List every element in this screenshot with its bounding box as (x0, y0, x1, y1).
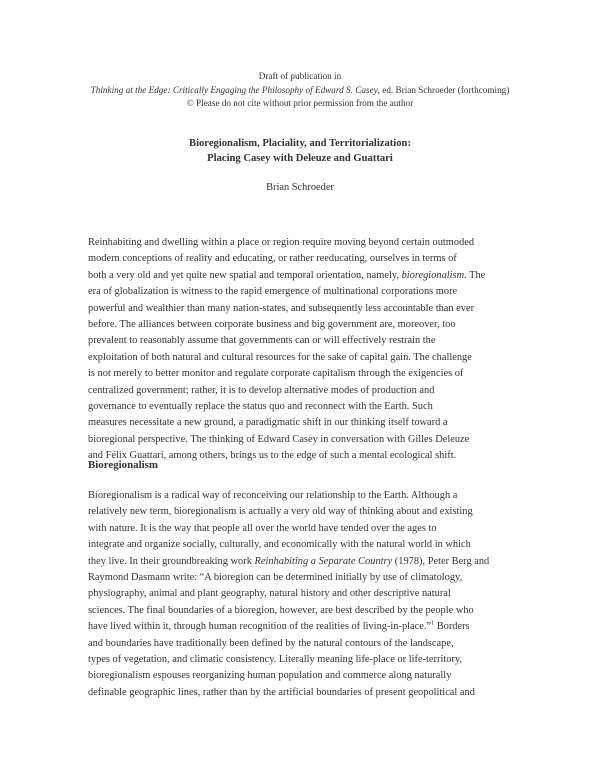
text-line: is not merely to better monitor and regulate corporate capitalism through the exigencies of (88, 368, 464, 380)
text-line: prevalent to reasonably assume that governments can or will effectively restrain the (88, 335, 436, 347)
text-line: definable geographic lines, rather than by the artificial boundaries of present geopolitical and (88, 686, 475, 698)
text-line: relatively new term, bioregionalism is actually a very old way of thinking about and existing (88, 506, 473, 518)
text-line: and Félix Guattari, among others, brings us to the edge of such a mental ecological shift. (88, 450, 457, 462)
text-line: with nature. It is the way that people all over the world have tended over the ages to (88, 522, 437, 534)
text-line: measures necessitate a new ground, a paradigmatic shift in our thinking itself toward a (88, 417, 448, 429)
draft-notice (0, 70, 600, 111)
text-line: before. The alliances between corporate business and big government are, moreover, too (88, 319, 456, 331)
paragraph-bioregionalism (88, 488, 520, 701)
text-line: types of vegetation, and climatic consistency. Literally meaning life-place or life-territory, (88, 654, 463, 666)
text-line: they live. In their groundbreaking work Reinhabiting a Separate Country (1978), Peter Berg and (88, 555, 490, 567)
text-line: governance to eventually replace the status quo and reconnect with the Earth. Such (88, 401, 433, 413)
text-line: powerful and wealthier than many nation-states, and subsequently less accountable than ever (88, 302, 475, 314)
copyright-line: © Please do not cite without prior permission from the author (186, 98, 414, 108)
text-line: and boundaries have traditionally been defined by the natural contours of the landscape, (88, 637, 454, 649)
text-line: centralized government; rather, it is to develop alternative modes of production and (88, 384, 435, 396)
text-line: integrate and organize socially, culturally, and economically with the natural world in which (88, 539, 471, 551)
section-heading: Bioregionalism (88, 459, 158, 471)
book-title: Thinking at the Edge: Critically Engaging the Philosophy of Edward S. Casey (90, 84, 378, 95)
text-line: Reinhabiting and dwelling within a place or region require moving beyond certain outmoded (88, 237, 475, 248)
text-line: physiography, animal and plant geography, natural history and other descriptive natural (88, 588, 451, 600)
text-line: both a very old and yet quite new spatial and temporal orientation, namely, bioregionalism. The (88, 269, 486, 281)
text-line: bioregionalism espouses reorganizing human population and commerce along naturally (88, 670, 452, 682)
text-line: era of globalization is witness to the rapid emergence of multinational corporations more (88, 286, 458, 298)
emphasis: bioregionalism (401, 269, 465, 281)
text-line: exploitation of both natural and cultural resources for the sake of capital gain. The challenge (88, 351, 472, 363)
paragraph-intro (88, 235, 520, 465)
author-name: Brian Schroeder (266, 182, 334, 193)
text-line: modern conceptions of reality and educating, or rather reeducating, ourselves in terms of (88, 253, 457, 265)
title-line-2: Placing Casey with Deleuze and Guattari (207, 152, 393, 164)
text-line: bioregional perspective. The thinking of Edward Casey in conversation with Gilles Deleuze (88, 433, 470, 445)
text-line: have lived within it, through human recognition of the realities of living-in-place.”$^1$ Borders (88, 620, 470, 633)
draft-notice-line: Draft of publication in (258, 71, 342, 81)
footnote-marker[interactable]: 1 (431, 620, 435, 627)
text-line: Raymond Dasmann write: “A bioregion can be determined initially by use of climatology, (88, 572, 463, 584)
paper-title (0, 137, 600, 167)
publication-line (0, 84, 600, 98)
text-line: Bioregionalism is a radical way of reconceiving our relationship to the Earth. Although a (88, 490, 458, 501)
cited-work-title: Reinhabiting a Separate Country (254, 555, 393, 567)
text-line: sciences. The final boundaries of a bioregion, however, are best described by the people who (88, 604, 474, 616)
publication-details: , ed. Brian Schroeder (forthcoming) (377, 84, 510, 95)
title-line-1: Bioregionalism, Placiality, and Territorialization: (189, 138, 411, 149)
